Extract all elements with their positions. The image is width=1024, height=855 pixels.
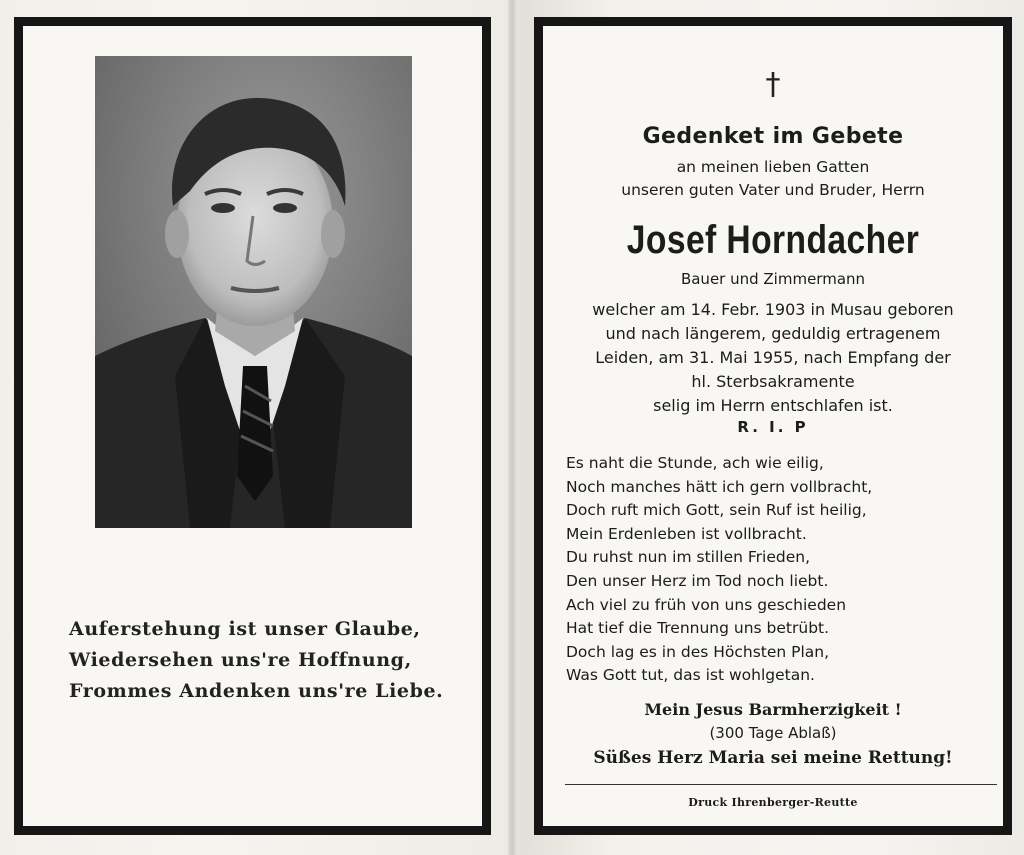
poem: [566, 452, 986, 688]
verse-line: Frommes Andenken uns're Liebe.: [69, 680, 444, 702]
prayer-line: Mein Jesus Barmherzigkeit !: [644, 700, 902, 719]
poem-line: Du ruhst nun im stillen Frieden,: [566, 548, 811, 567]
rip-text: R. I. P: [737, 418, 809, 436]
card-fold: [508, 0, 516, 855]
printer-credit: Druck Ihrenberger-Reutte: [688, 796, 858, 809]
indulgence-note: (300 Tage Ablaß): [709, 724, 837, 742]
verse-line: Wiedersehen uns're Hoffnung,: [69, 649, 412, 671]
right-panel: [534, 17, 1012, 835]
intro-line: an meinen lieben Gatten: [676, 158, 870, 176]
portrait-photo: [95, 56, 412, 528]
bio-line: hl. Sterbsakramente: [691, 372, 855, 391]
occupation: Bauer und Zimmermann: [680, 270, 866, 288]
poem-line: Was Gott tut, das ist wohlgetan.: [566, 666, 815, 685]
deceased-name: Josef Horndacher: [626, 218, 920, 262]
poem-line: Hat tief die Trennung uns betrübt.: [566, 619, 830, 638]
bio-line: welcher am 14. Febr. 1903 in Musau geboren: [592, 300, 954, 319]
poem-line: Es naht die Stunde, ach wie eilig,: [566, 454, 824, 472]
bio-line: Leiden, am 31. Mai 1955, nach Empfang der: [595, 348, 951, 367]
cross-symbol: †: [765, 67, 781, 102]
poem-line: Mein Erdenleben ist vollbracht.: [566, 524, 807, 543]
left-panel: [14, 17, 491, 835]
bio-line: und nach längerem, geduldig ertragenem: [605, 324, 941, 343]
intro-line: unseren guten Vater und Bruder, Herrn: [621, 181, 925, 199]
poem-line: Den unser Herz im Tod noch liebt.: [566, 571, 829, 590]
bio-line: selig im Herrn entschlafen ist.: [653, 396, 893, 415]
heading: Gedenket im Gebete: [642, 124, 904, 149]
poem-line: Noch manches hätt ich gern vollbracht,: [566, 477, 873, 496]
divider: [565, 784, 997, 785]
prayer-line: Süßes Herz Maria sei meine Rettung!: [593, 748, 953, 768]
verse-line: Auferstehung ist unser Glaube,: [69, 618, 421, 640]
portrait-image: [95, 56, 412, 528]
poem-line: Doch lag es in des Höchsten Plan,: [566, 642, 830, 661]
left-verse: [69, 614, 469, 707]
poem-line: Doch ruft mich Gott, sein Ruf ist heilig,: [566, 501, 867, 520]
poem-line: Ach viel zu früh von uns geschieden: [566, 595, 847, 614]
